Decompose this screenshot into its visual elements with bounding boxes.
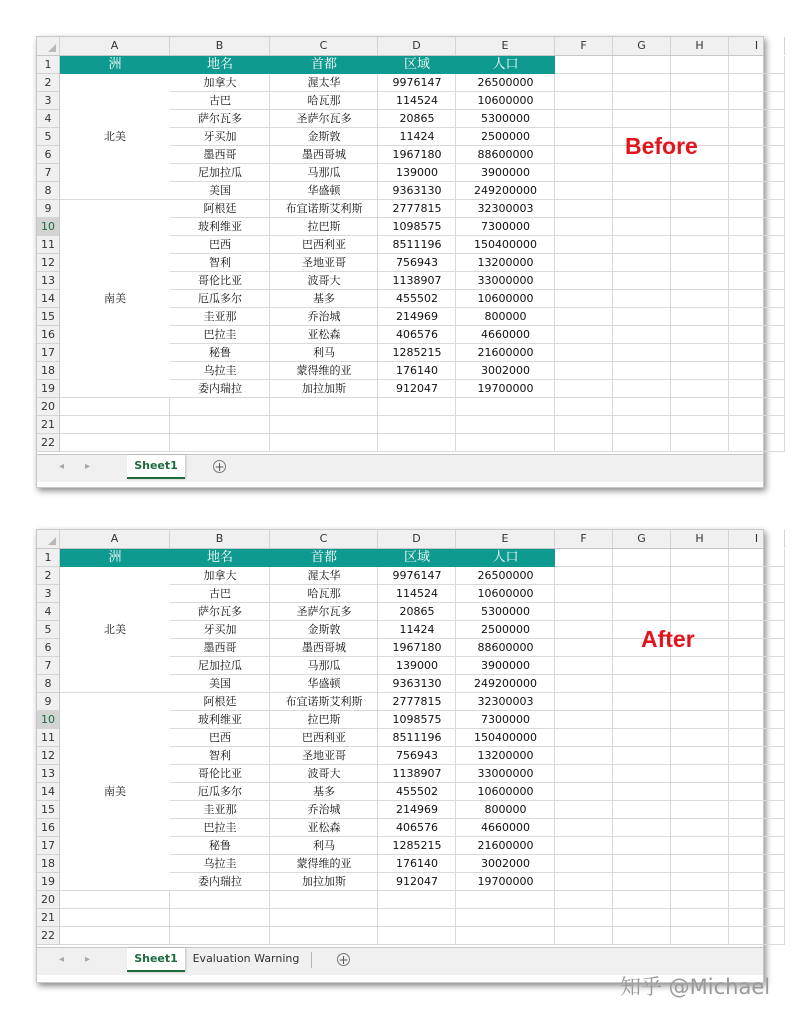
cell-area[interactable] xyxy=(60,56,785,452)
table-cell[interactable]: 基多 xyxy=(313,785,335,798)
table-cell[interactable]: 圣萨尔瓦多 xyxy=(296,605,352,618)
header-cell-area[interactable]: 区域 xyxy=(403,57,430,72)
table-cell[interactable]: 阿根廷 xyxy=(203,695,237,708)
gridline xyxy=(60,908,785,909)
column-header-bar xyxy=(37,530,763,549)
table-cell[interactable]: 1285215 xyxy=(392,346,442,359)
merged-region-cell[interactable]: 南美 xyxy=(60,693,170,891)
table-cell[interactable]: 20865 xyxy=(399,112,435,125)
table-cell[interactable]: 9363130 xyxy=(392,184,442,197)
row-header-15[interactable]: 15 xyxy=(37,801,59,819)
row-header-10[interactable]: 10 xyxy=(37,218,59,236)
row-header-1[interactable]: 1 xyxy=(37,56,59,74)
table-cell[interactable]: 406576 xyxy=(396,821,438,834)
table-cell[interactable]: 渥太华 xyxy=(307,76,341,89)
select-all-corner[interactable] xyxy=(37,37,60,55)
gridline xyxy=(784,56,785,452)
row-header-15[interactable]: 15 xyxy=(37,308,59,326)
table-cell[interactable]: 1285215 xyxy=(392,839,442,852)
table-cell[interactable]: 尼加拉瓜 xyxy=(198,659,242,672)
table-cell[interactable]: 5300000 xyxy=(481,605,530,618)
table-cell[interactable]: 455502 xyxy=(396,292,438,305)
table-cell[interactable]: 176140 xyxy=(396,364,438,377)
table-cell[interactable]: 哈瓦那 xyxy=(307,587,341,600)
column-header-g[interactable]: G xyxy=(613,530,671,548)
table-cell[interactable]: 19700000 xyxy=(477,875,534,888)
select-all-corner[interactable] xyxy=(37,530,60,548)
column-header-d[interactable]: D xyxy=(378,530,456,548)
table-cell[interactable]: 玻利维亚 xyxy=(198,713,242,726)
header-cell-area[interactable]: 区域 xyxy=(403,550,430,565)
gridline xyxy=(60,451,785,452)
row-header-16[interactable]: 16 xyxy=(37,326,59,344)
column-header-i[interactable]: I xyxy=(729,530,785,548)
table-cell[interactable]: 巴拉圭 xyxy=(203,328,237,341)
table-cell[interactable]: 古巴 xyxy=(209,587,231,600)
table-cell[interactable]: 150400000 xyxy=(474,238,537,251)
table-cell[interactable]: 21600000 xyxy=(477,346,534,359)
header-cell-population[interactable]: 人口 xyxy=(492,57,519,72)
table-cell[interactable]: 利马 xyxy=(313,346,335,359)
table-cell[interactable]: 金斯敦 xyxy=(307,623,341,636)
table-cell[interactable]: 1967180 xyxy=(392,641,442,654)
table-cell[interactable]: 古巴 xyxy=(209,94,231,107)
table-cell[interactable]: 10600000 xyxy=(477,94,534,107)
table-cell[interactable]: 墨西哥城 xyxy=(302,148,346,161)
gridline xyxy=(784,549,785,945)
header-cell-continent[interactable]: 洲 xyxy=(108,57,122,72)
table-cell[interactable]: 9976147 xyxy=(392,76,442,89)
table-cell[interactable]: 加拿大 xyxy=(203,76,237,89)
row-header-13[interactable]: 13 xyxy=(37,272,59,290)
watermark-text: 知乎 @Michael xyxy=(620,975,771,999)
table-cell[interactable]: 32300003 xyxy=(477,202,534,215)
table-cell[interactable]: 牙买加 xyxy=(203,623,237,636)
gridline xyxy=(728,549,729,945)
table-cell[interactable]: 圭亚那 xyxy=(203,310,237,323)
table-cell[interactable]: 88600000 xyxy=(477,641,534,654)
row-header-3[interactable]: 3 xyxy=(37,585,59,603)
row-header-5[interactable]: 5 xyxy=(37,128,59,146)
row-header-17[interactable]: 17 xyxy=(37,837,59,855)
row-header-20[interactable]: 20 xyxy=(37,891,59,909)
row-header-14[interactable]: 14 xyxy=(37,783,59,801)
row-header-6[interactable]: 6 xyxy=(37,639,59,657)
table-cell[interactable]: 渥太华 xyxy=(307,569,341,582)
chevron-left-icon[interactable]: ◂ xyxy=(59,461,65,472)
column-header-c[interactable]: C xyxy=(270,37,378,55)
table-cell[interactable]: 布宜诺斯艾利斯 xyxy=(285,202,363,215)
table-cell[interactable]: 布宜诺斯艾利斯 xyxy=(285,695,363,708)
table-cell[interactable]: 哈瓦那 xyxy=(307,94,341,107)
gridline xyxy=(60,415,785,416)
table-cell[interactable]: 智利 xyxy=(209,256,231,269)
table-cell[interactable]: 11424 xyxy=(399,130,435,143)
table-cell[interactable]: 1138907 xyxy=(392,274,442,287)
row-header-11[interactable]: 11 xyxy=(37,236,59,254)
row-header-21[interactable]: 21 xyxy=(37,416,59,434)
table-cell[interactable]: 20865 xyxy=(399,605,435,618)
tab-divider xyxy=(311,952,312,968)
table-cell[interactable]: 800000 xyxy=(484,310,527,323)
header-cell-name[interactable]: 地名 xyxy=(206,550,233,565)
table-cell[interactable]: 756943 xyxy=(396,256,438,269)
table-cell[interactable]: 249200000 xyxy=(474,677,537,690)
table-cell[interactable]: 8511196 xyxy=(392,238,442,251)
table-cell[interactable]: 美国 xyxy=(209,677,231,690)
after-label: After xyxy=(641,626,695,652)
table-cell[interactable]: 249200000 xyxy=(474,184,537,197)
row-header-10[interactable]: 10 xyxy=(37,711,59,729)
spreadsheet-before xyxy=(36,36,764,488)
table-cell[interactable]: 1098575 xyxy=(392,713,442,726)
row-header-8[interactable]: 8 xyxy=(37,675,59,693)
row-header-19[interactable]: 19 xyxy=(37,873,59,891)
table-cell[interactable]: 巴西 xyxy=(209,731,231,744)
table-cell[interactable]: 墨西哥 xyxy=(203,641,237,654)
table-cell[interactable]: 214969 xyxy=(396,310,438,323)
spreadsheet-after xyxy=(36,529,764,983)
row-header-18[interactable]: 18 xyxy=(37,362,59,380)
table-cell[interactable]: 巴西 xyxy=(209,238,231,251)
table-cell[interactable]: 拉巴斯 xyxy=(307,713,341,726)
row-header-16[interactable]: 16 xyxy=(37,819,59,837)
table-cell[interactable]: 912047 xyxy=(396,382,438,395)
sheet-tab-bar xyxy=(37,454,763,482)
table-cell[interactable]: 19700000 xyxy=(477,382,534,395)
table-cell[interactable]: 114524 xyxy=(396,587,438,600)
row-header-2[interactable]: 2 xyxy=(37,567,59,585)
row-header-8[interactable]: 8 xyxy=(37,182,59,200)
gridline xyxy=(60,433,785,434)
column-header-e[interactable]: E xyxy=(456,530,555,548)
table-cell[interactable]: 尼加拉瓜 xyxy=(198,166,242,179)
table-cell[interactable]: 1967180 xyxy=(392,148,442,161)
row-header-2[interactable]: 2 xyxy=(37,74,59,92)
table-cell[interactable]: 150400000 xyxy=(474,731,537,744)
table-cell[interactable]: 墨西哥 xyxy=(203,148,237,161)
before-label: Before xyxy=(625,133,698,159)
table-cell[interactable]: 亚松森 xyxy=(307,821,341,834)
table-cell[interactable]: 美国 xyxy=(209,184,231,197)
table-cell[interactable]: 8511196 xyxy=(392,731,442,744)
table-cell[interactable]: 800000 xyxy=(484,803,527,816)
plus-circle-icon[interactable]: + xyxy=(214,460,225,474)
header-cell-continent[interactable]: 洲 xyxy=(108,550,122,565)
row-header-11[interactable]: 11 xyxy=(37,729,59,747)
gridline xyxy=(60,944,785,945)
plus-circle-icon[interactable]: + xyxy=(338,953,349,967)
column-header-bar xyxy=(37,37,763,56)
table-cell[interactable]: 4660000 xyxy=(481,328,530,341)
row-header-22[interactable]: 22 xyxy=(37,927,59,945)
row-header-12[interactable]: 12 xyxy=(37,747,59,765)
table-cell[interactable]: 拉巴斯 xyxy=(307,220,341,233)
row-header-bar xyxy=(37,549,60,945)
table-cell[interactable]: 萨尔瓦多 xyxy=(198,605,242,618)
table-cell[interactable]: 7300000 xyxy=(481,220,530,233)
gridline xyxy=(612,549,613,945)
table-cell[interactable]: 26500000 xyxy=(477,76,534,89)
table-cell[interactable]: 厄瓜多尔 xyxy=(198,785,242,798)
chevron-right-icon[interactable]: ▸ xyxy=(85,954,91,965)
merged-region-cell[interactable]: 南美 xyxy=(60,200,170,398)
gridline xyxy=(60,926,785,927)
table-cell[interactable]: 波哥大 xyxy=(307,274,341,287)
table-cell[interactable]: 21600000 xyxy=(477,839,534,852)
table-cell[interactable]: 委内瑞拉 xyxy=(198,875,242,888)
row-header-21[interactable]: 21 xyxy=(37,909,59,927)
table-cell[interactable]: 哥伦比亚 xyxy=(198,767,242,780)
table-cell[interactable]: 巴拉圭 xyxy=(203,821,237,834)
table-cell[interactable]: 114524 xyxy=(396,94,438,107)
table-cell[interactable]: 亚松森 xyxy=(307,328,341,341)
table-cell[interactable]: 乌拉圭 xyxy=(203,364,237,377)
table-cell[interactable]: 墨西哥城 xyxy=(302,641,346,654)
table-cell[interactable]: 阿根廷 xyxy=(203,202,237,215)
header-cell-name[interactable]: 地名 xyxy=(206,57,233,72)
column-header-h[interactable]: H xyxy=(671,530,729,548)
row-header-19[interactable]: 19 xyxy=(37,380,59,398)
column-header-g[interactable]: G xyxy=(613,37,671,55)
row-header-4[interactable]: 4 xyxy=(37,603,59,621)
row-header-9[interactable]: 9 xyxy=(37,200,59,218)
header-cell-capital[interactable]: 首都 xyxy=(310,550,337,565)
column-header-f[interactable]: F xyxy=(555,530,613,548)
column-header-f[interactable]: F xyxy=(555,37,613,55)
table-cell[interactable]: 圣地亚哥 xyxy=(302,749,346,762)
row-header-4[interactable]: 4 xyxy=(37,110,59,128)
row-header-6[interactable]: 6 xyxy=(37,146,59,164)
table-cell[interactable]: 32300003 xyxy=(477,695,534,708)
table-cell[interactable]: 华盛顿 xyxy=(307,677,341,690)
row-header-17[interactable]: 17 xyxy=(37,344,59,362)
row-header-7[interactable]: 7 xyxy=(37,164,59,182)
table-cell[interactable]: 秘鲁 xyxy=(209,839,231,852)
gridline xyxy=(612,56,613,452)
table-cell[interactable]: 乔治城 xyxy=(307,310,341,323)
row-header-3[interactable]: 3 xyxy=(37,92,59,110)
table-cell[interactable]: 利马 xyxy=(313,839,335,852)
row-header-13[interactable]: 13 xyxy=(37,765,59,783)
table-cell[interactable]: 139000 xyxy=(396,166,438,179)
table-cell[interactable]: 乔治城 xyxy=(307,803,341,816)
table-cell[interactable]: 214969 xyxy=(396,803,438,816)
table-cell[interactable]: 176140 xyxy=(396,857,438,870)
table-cell[interactable]: 华盛顿 xyxy=(307,184,341,197)
column-header-i[interactable]: I xyxy=(729,37,785,55)
column-header-a[interactable]: A xyxy=(60,530,170,548)
column-header-b[interactable]: B xyxy=(170,530,270,548)
table-cell[interactable]: 圣地亚哥 xyxy=(302,256,346,269)
table-cell[interactable]: 756943 xyxy=(396,749,438,762)
column-header-b[interactable]: B xyxy=(170,37,270,55)
table-cell[interactable]: 3002000 xyxy=(481,364,530,377)
table-cell[interactable]: 26500000 xyxy=(477,569,534,582)
column-header-h[interactable]: H xyxy=(671,37,729,55)
chevron-right-icon[interactable]: ▸ xyxy=(85,461,91,472)
column-header-e[interactable]: E xyxy=(456,37,555,55)
table-cell[interactable]: 加拉加斯 xyxy=(302,382,346,395)
table-cell[interactable]: 玻利维亚 xyxy=(198,220,242,233)
table-cell[interactable]: 2500000 xyxy=(481,130,530,143)
table-cell[interactable]: 波哥大 xyxy=(307,767,341,780)
row-header-18[interactable]: 18 xyxy=(37,855,59,873)
table-cell[interactable]: 3900000 xyxy=(481,166,530,179)
table-cell[interactable]: 33000000 xyxy=(477,767,534,780)
table-cell[interactable]: 马那瓜 xyxy=(307,166,341,179)
table-cell[interactable]: 蒙得维的亚 xyxy=(296,857,352,870)
table-cell[interactable]: 厄瓜多尔 xyxy=(198,292,242,305)
table-cell[interactable]: 巴西利亚 xyxy=(302,238,346,251)
table-cell[interactable]: 马那瓜 xyxy=(307,659,341,672)
table-cell[interactable]: 7300000 xyxy=(481,713,530,726)
table-cell[interactable]: 基多 xyxy=(313,292,335,305)
merged-region-cell[interactable]: 北美 xyxy=(60,567,170,693)
row-header-5[interactable]: 5 xyxy=(37,621,59,639)
table-cell[interactable]: 33000000 xyxy=(477,274,534,287)
table-cell[interactable]: 蒙得维的亚 xyxy=(296,364,352,377)
sheet-tab[interactable]: Evaluation Warning xyxy=(192,952,300,965)
column-header-c[interactable]: C xyxy=(270,530,378,548)
gridline xyxy=(728,56,729,452)
table-cell[interactable]: 406576 xyxy=(396,328,438,341)
table-cell[interactable]: 1098575 xyxy=(392,220,442,233)
table-cell[interactable]: 智利 xyxy=(209,749,231,762)
row-header-1[interactable]: 1 xyxy=(37,549,59,567)
table-cell[interactable]: 加拿大 xyxy=(203,569,237,582)
sheet-tab[interactable]: Sheet1 xyxy=(127,948,185,972)
table-cell[interactable]: 3002000 xyxy=(481,857,530,870)
table-cell[interactable]: 圭亚那 xyxy=(203,803,237,816)
row-header-7[interactable]: 7 xyxy=(37,657,59,675)
table-cell[interactable]: 13200000 xyxy=(477,256,534,269)
table-cell[interactable]: 乌拉圭 xyxy=(203,857,237,870)
table-cell[interactable]: 9363130 xyxy=(392,677,442,690)
table-cell[interactable]: 加拉加斯 xyxy=(302,875,346,888)
table-cell[interactable]: 11424 xyxy=(399,623,435,636)
column-header-d[interactable]: D xyxy=(378,37,456,55)
row-header-bar xyxy=(37,56,60,452)
gridline xyxy=(670,56,671,452)
table-cell[interactable]: 13200000 xyxy=(477,749,534,762)
table-cell[interactable]: 哥伦比亚 xyxy=(198,274,242,287)
table-cell[interactable]: 3900000 xyxy=(481,659,530,672)
cell-area[interactable] xyxy=(60,549,785,945)
table-cell[interactable]: 9976147 xyxy=(392,569,442,582)
gridline xyxy=(670,549,671,945)
table-cell[interactable]: 圣萨尔瓦多 xyxy=(296,112,352,125)
row-header-20[interactable]: 20 xyxy=(37,398,59,416)
header-cell-capital[interactable]: 首都 xyxy=(310,57,337,72)
table-cell[interactable]: 金斯敦 xyxy=(307,130,341,143)
table-cell[interactable]: 5300000 xyxy=(481,112,530,125)
table-cell[interactable]: 139000 xyxy=(396,659,438,672)
sheet-tab[interactable]: Sheet1 xyxy=(127,455,185,479)
table-cell[interactable]: 10600000 xyxy=(477,785,534,798)
table-cell[interactable]: 10600000 xyxy=(477,587,534,600)
row-header-22[interactable]: 22 xyxy=(37,434,59,452)
table-cell[interactable]: 455502 xyxy=(396,785,438,798)
table-cell[interactable]: 牙买加 xyxy=(203,130,237,143)
row-header-14[interactable]: 14 xyxy=(37,290,59,308)
table-cell[interactable]: 4660000 xyxy=(481,821,530,834)
table-cell[interactable]: 巴西利亚 xyxy=(302,731,346,744)
table-cell[interactable]: 2777815 xyxy=(392,695,442,708)
table-cell[interactable]: 2777815 xyxy=(392,202,442,215)
merged-region-cell[interactable]: 北美 xyxy=(60,74,170,200)
table-cell[interactable]: 912047 xyxy=(396,875,438,888)
column-header-a[interactable]: A xyxy=(60,37,170,55)
header-cell-population[interactable]: 人口 xyxy=(492,550,519,565)
table-cell[interactable]: 委内瑞拉 xyxy=(198,382,242,395)
table-cell[interactable]: 萨尔瓦多 xyxy=(198,112,242,125)
table-cell[interactable]: 10600000 xyxy=(477,292,534,305)
table-cell[interactable]: 1138907 xyxy=(392,767,442,780)
row-header-9[interactable]: 9 xyxy=(37,693,59,711)
chevron-left-icon[interactable]: ◂ xyxy=(59,954,65,965)
table-cell[interactable]: 秘鲁 xyxy=(209,346,231,359)
table-cell[interactable]: 2500000 xyxy=(481,623,530,636)
row-header-12[interactable]: 12 xyxy=(37,254,59,272)
table-cell[interactable]: 88600000 xyxy=(477,148,534,161)
